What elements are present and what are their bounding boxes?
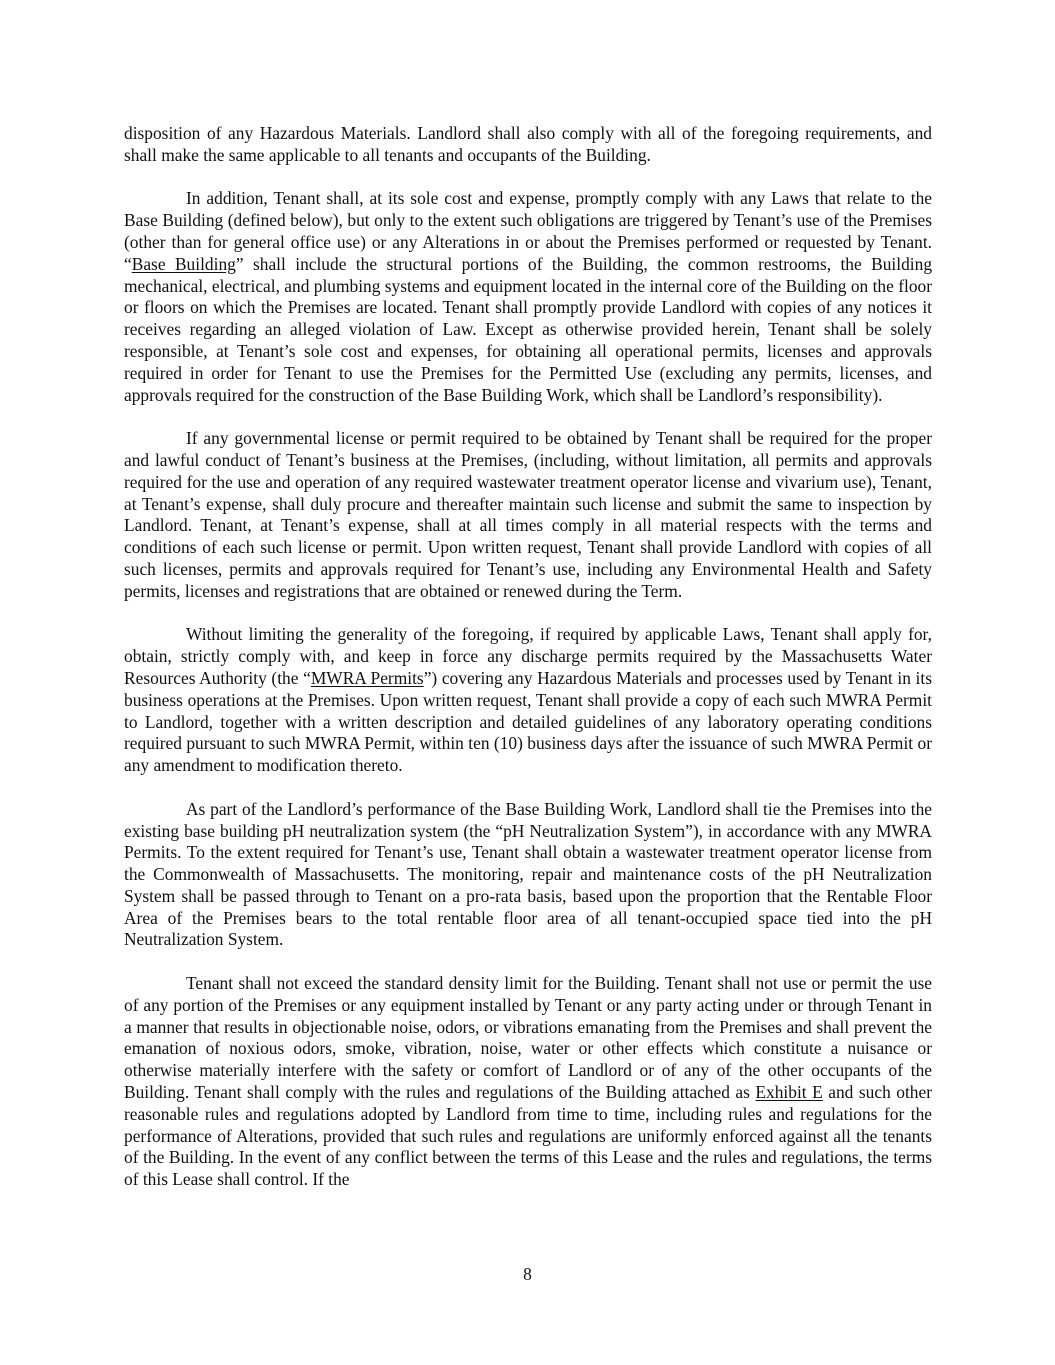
paragraph-base-building <box>124 188 932 406</box>
defined-term-base-building: Base Building <box>131 253 236 274</box>
paragraph-hazardous-materials-continued <box>124 123 932 167</box>
paragraph-text: and such other reasonable rules and regulations adopted by Landlord from time to time, including rules and regulations for the performance of Alterations, provided that such rules and regulations are uniformly enforced against all the tenants of the Building. In the event of any conflict between the terms of this Lease and the rules and regulations, the terms of this Lease shall control. If the <box>124 1082 932 1190</box>
paragraph-text: ”) covering any Hazardous Materials and processes used by Tenant in its business operations at the Premises. Upon written request, Tenant shall provide a copy of each such MWRA Permit to Landlord, together with a written description and detailed guidelines of any laboratory operating conditions required pursuant to such MWRA Permit, within ten (10) business days after the issuance of such MWRA Permit or any amendment to modification thereto. <box>124 667 932 776</box>
paragraph-text: disposition of any Hazardous Materials. Landlord shall also comply with all of the foregoing requirements, and shall make the same applicable to all tenants and occupants of the Building. <box>124 123 932 165</box>
paragraph-text: Without limiting the generality of the foregoing, if required by applicable Laws, Tenant shall apply for, obtain, strictly comply with, and keep in force any discharge permits required by the Massachusetts Water Resources Authority (the “ <box>124 624 932 688</box>
paragraph-ph-neutralization <box>124 799 932 952</box>
exhibit-e-reference: Exhibit E <box>755 1082 823 1103</box>
paragraph-density-limit <box>124 973 932 1191</box>
paragraph-text: In addition, Tenant shall, at its sole cost and expense, promptly comply with any Laws that relate to the Base Building (defined below), but only to the extent such obligations are triggered by Tenant’s use of the Premises (other than for general office use) or any Alterations in or about the Premises performed or requested by Tenant. “ <box>124 188 932 274</box>
paragraph-governmental-license <box>124 428 932 602</box>
paragraph-mwra-permits <box>124 624 932 777</box>
page-number: 8 <box>523 1264 532 1284</box>
paragraph-text: If any governmental license or permit required to be obtained by Tenant shall be required for the proper and lawful conduct of Tenant’s business at the Premises, (including, without limitation, all permits and approvals required for the use and operation of any required wastewater treatment operator license and vivarium use), Tenant, at Tenant’s expense, shall duly procure and thereafter maintain such license and submit the same to inspection by Landlord. Tenant, at Tenant’s expense, shall at all times comply in all material respects with the terms and conditions of each such license or permit. Upon written request, Tenant shall provide Landlord with copies of all such licenses, permits and approvals required for Tenant’s use, including any Environmental Health and Safety permits, licenses and registrations that are obtained or renewed during the Term. <box>124 428 932 601</box>
paragraph-text: As part of the Landlord’s performance of the Base Building Work, Landlord shall tie the Premises into the existing base building pH neutralization system (the “pH Neutralization System”), in accordance with any MWRA Permits. To the extent required for Tenant’s use, Tenant shall obtain a wastewater treatment operator license from the Commonwealth of Massachusetts. The monitoring, repair and maintenance costs of the pH Neutralization System shall be passed through to Tenant on a pro-rata basis, based upon the proportion that the Rentable Floor Area of the Premises bears to the total rentable floor area of all tenant-occupied space tied into the pH Neutralization System. <box>124 798 932 950</box>
paragraph-text: ” shall include the structural portions of the Building, the common restrooms, the Building mechanical, electrical, and plumbing systems and equipment located in the internal core of the Building on the floor or floors on which the Premises are located. Tenant shall promptly provide Landlord with copies of any notices it receives regarding an alleged violation of Law. Except as otherwise provided herein, Tenant shall be solely responsible, at Tenant’s sole cost and expenses, for obtaining all operational permits, licenses and approvals required in order for Tenant to use the Premises for the Permitted Use (excluding any permits, licenses, and approvals required for the construction of the Base Building Work, which shall be Landlord’s responsibility). <box>124 253 933 405</box>
document-body <box>124 123 932 1191</box>
paragraph-text: Tenant shall not exceed the standard density limit for the Building. Tenant shall not use or permit the use of any portion of the Premises or any equipment installed by Tenant or any party acting under or through Tenant in a manner that results in objectionable noise, odors, or vibrations emanating from the Premises and shall prevent the emanation of noxious odors, smoke, vibration, noise, water or other effects which constitute a nuisance or otherwise materially interfere with the safety or comfort of Landlord or of any of the other occupants of the Building. Tenant shall comply with the rules and regulations of the Building attached as <box>124 973 932 1103</box>
defined-term-mwra-permits: MWRA Permits <box>310 667 424 688</box>
